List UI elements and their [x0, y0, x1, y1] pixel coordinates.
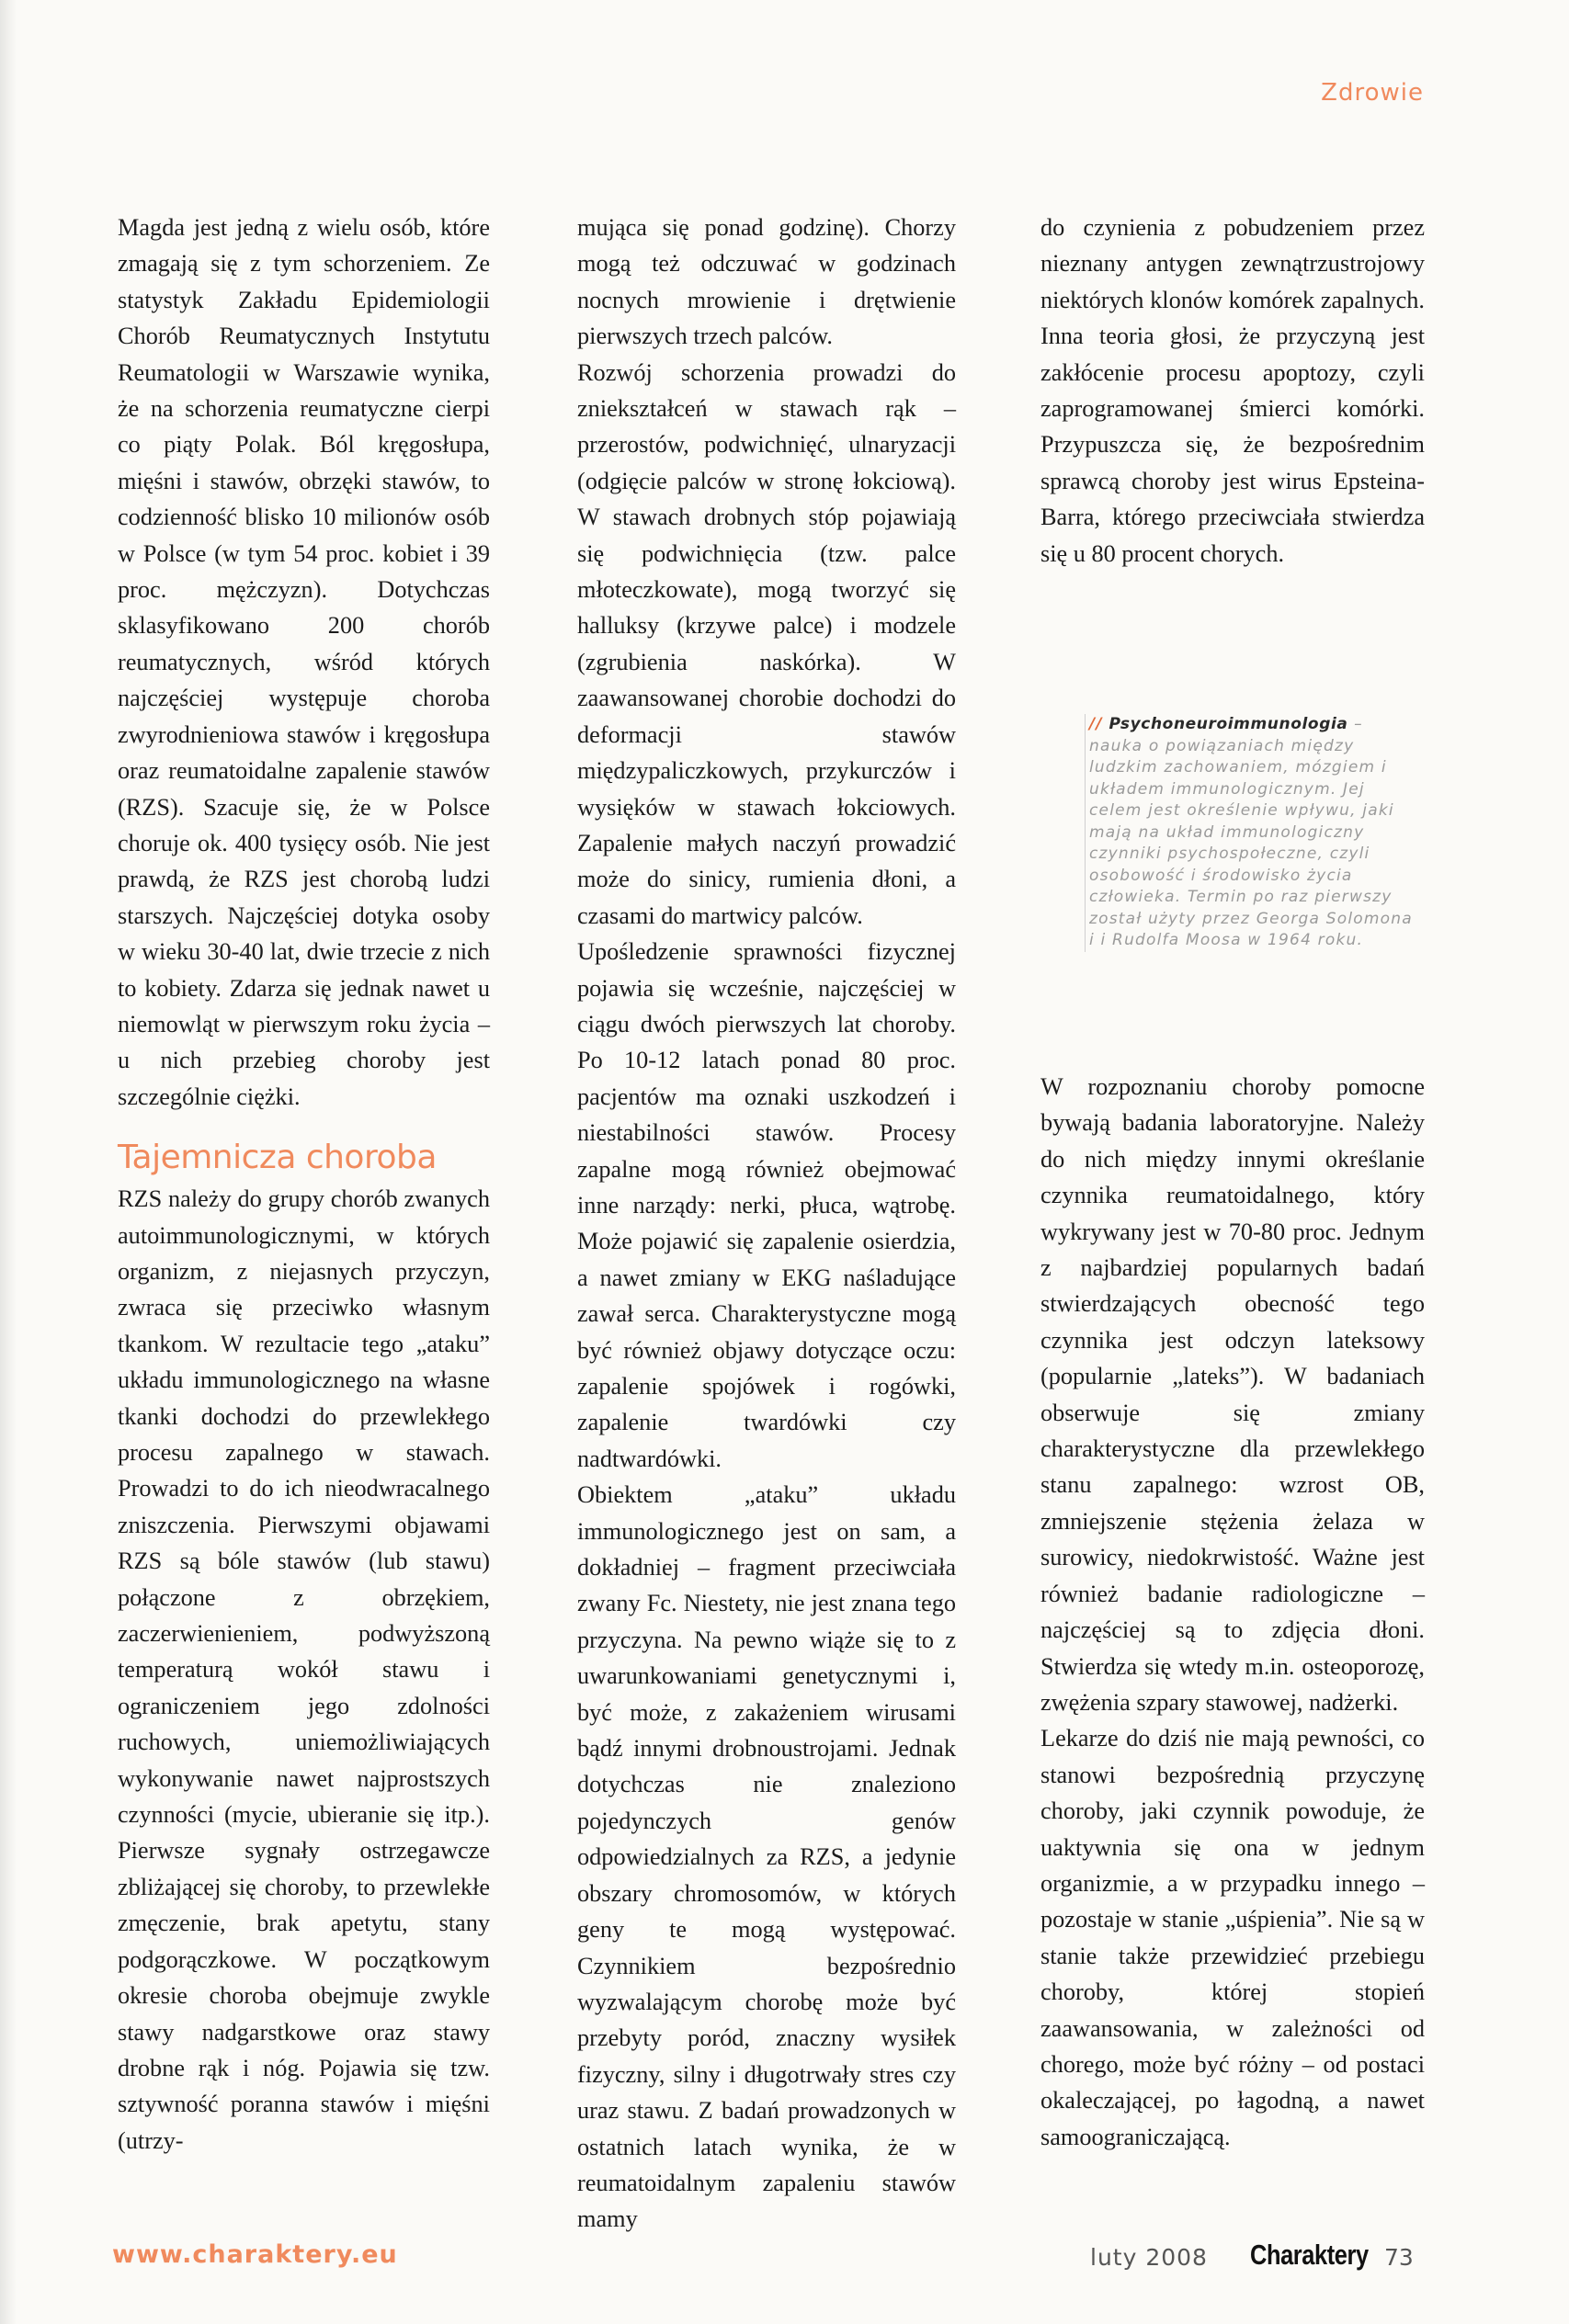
- paragraph: Rozwój schorzenia prowadzi do zniekształceń w stawach rąk – przerostów, podwichnięć, ulnaryzacji (odgięcie palców w stronę łokciową). W stawach drobnych stóp pojawiają się podwichnięcia (tzw. palce młoteczkowate), mogą tworzyć się halluksy (krzywe palce) i modzele (zgrubienia naskórka). W zaawansowanej chorobie dochodzi do deformacji stawów międzypaliczkowych, przykurczów i wysięków w stawach łokciowych. Zapalenie małych naczyń prowadzić może do sinicy, rumienia dłoni, a czasami do martwicy palców.: [577, 358, 956, 929]
- page-number: 73: [1384, 2244, 1414, 2271]
- footer-url[interactable]: www.charaktery.eu: [112, 2240, 398, 2269]
- paragraph: Lekarze do dziś nie mają pewności, co stanowi bezpośrednią przyczynę choroby, jaki czynnik powoduje, że uaktywnia się ona w jednym organizmie, a w przypadku innego – pozostaje w stanie „uśpienia”. Nie są w stanie także przewidzieć przebiegu choroby, której stopień zaawansowania, w zależności od chorego, może być różny – od postaci okaleczającej, po łagodną, a nawet samoograniczającą.: [1040, 1725, 1425, 2150]
- article-column-3-continued: [1040, 1069, 1425, 2155]
- footer-brand-logo: Charaktery: [1250, 2239, 1369, 2271]
- sidebar-definition: – nauka o powiązaniach między ludzkim zachowaniem, mózgiem i układem immunologicznym. Jej celem jest określenie wpływu, jaki mają na układ immunologiczny czynniki psychospołeczne, czyli osobowość i środowisko życia człowieka. Termin po raz pierwszy został użyty przez Georga Solomona i i Rudolfa Moosa w 1964 roku.: [1089, 715, 1413, 949]
- section-label: Zdrowie: [1321, 79, 1424, 107]
- glossary-sidebar: [1085, 714, 1420, 952]
- paragraph: Magda jest jedną z wielu osób, które zmagają się z tym schorzeniem. Ze statystyk Zakładu Epidemiologii Chorób Reumatycznych Instytutu Reumatologii w Warszawie wynika, że na schorzenia reumatyczne cierpi co piąty Polak. Ból kręgosłupa, mięśni i stawów, obrzęki stawów, to codzienność blisko 10 milionów osób w Polsce (w tym 54 proc. kobiet i 39 proc. mężczyzn). Dotychczas sklasyfikowano 200 chorób reumatycznych, wśród których najczęściej występuje choroba zwyrodnieniowa stawów i kręgosłupa oraz reumatoidalne zapalenie stawów (RZS). Szacuje się, że w Polsce choruje ok. 400 tysięcy osób. Nie jest prawdą, że RZS jest chorobą ludzi starszych. Najczęściej dotyka osoby w wieku 30-40 lat, dwie trzecie z nich to kobiety. Zdarza się jednak nawet u niemowląt w pierwszym roku życia – u nich przebieg choroby jest szczególnie ciężki.: [118, 214, 490, 1110]
- article-column-3: [1040, 210, 1425, 572]
- sidebar-term: Psychoneuroimmunologia: [1109, 715, 1348, 733]
- paragraph: RZS należy do grupy chorób zwanych autoimmunologicznymi, w których organizm, z niejasnych przyczyn, zwraca się przeciwko własnym tkankom. W rezultacie tego „ataku” układu immunologicznego na własne tkanki dochodzi do przewlekłego procesu zapalnego w stawach. Prowadzi to do ich nieodwracalnego zniszczenia. Pierwszymi objawami RZS są bóle stawów (lub stawu) połączone z obrzękiem, zaczerwienieniem, podwyższoną temperaturą wokół stawu i ograniczeniem jego zdolności ruchowych, uniemożliwiających wykonywanie nawet najprostszych czynności (mycie, ubieranie się itp.). Pierwsze sygnały ostrzegawcze zbliżającej się choroby, to przewlekłe zmęczenie, brak apetytu, stany podgorączkowe. W początkowym okresie choroba obejmuje zwykle stawy nadgarstkowe oraz stawy drobne rąk i nóg. Pojawia się tzw. sztywność poranna stawów i mięśni (utrzy-: [118, 1185, 490, 2154]
- paragraph: Obiektem „ataku” układu immunologicznego jest on sam, a dokładniej – fragment przeciwciała zwany Fc. Niestety, nie jest znana tego przyczyna. Na pewno wiąże się to z uwarunkowaniami genetycznymi i, być może, z zakażeniem wirusami bądź innymi drobnoustrojami. Jednak dotychczas nie znaleziono pojedynczych genów odpowiedzialnych za RZS, a jedynie obszary chromosomów, w których geny te mogą występować. Czynnikiem bezpośrednio wyzwalającym chorobę może być przebyty poród, znaczny wysiłek fizyczny, silny i długotrwały stres czy uraz stawu. Z badań prowadzonych w ostatnich latach wynika, że w reumatoidalnym zapaleniu stawów mamy: [577, 1481, 956, 2233]
- paragraph: W rozpoznaniu choroby pomocne bywają badania laboratoryjne. Należy do nich między innymi określanie czynnika reumatoidalnego, który wykrywany jest w 70-80 proc. Jednym z najbardziej popularnych badań stwierdzających obecność tego czynnika jest odczyn lateksowy (popularnie „lateks”). W badaniach obserwuje się zmiany charakterystyczne dla przewlekłego stanu zapalnego: wzrost OB, zmniejszenie stężenia żelaza w surowicy, niedokrwistość. Ważne jest również badanie radiologiczne – najczęściej są to zdjęcia dłoni. Stwierdza się wtedy m.in. osteoporozę, zwężenia szpary stawowej, nadżerki.: [1040, 1073, 1425, 1716]
- paragraph: Upośledzenie sprawności fizycznej pojawia się wcześnie, najczęściej w ciągu dwóch pierwszych lat choroby. Po 10-12 latach ponad 80 proc. pacjentów ma oznaki uszkodzeń i niestabilności stawów. Procesy zapalne mogą również obejmować inne narządy: nerki, płuca, wątrobę. Może pojawić się zapalenie osierdzia, a nawet zmiany w EKG naśladujące zawał serca. Charakterystyczne mogą być również objawy dotyczące oczu: zapalenie spojówek i rogówki, zapalenie twardówki czy nadtwardówki.: [577, 938, 956, 1472]
- sidebar-mark: //: [1089, 715, 1103, 733]
- page-gutter-shadow: [0, 0, 17, 2324]
- article-column-2: [577, 210, 956, 2238]
- paragraph: do czynienia z pobudzeniem przez nieznany antygen zewnątrzustrojowy niektórych klonów komórek zapalnych. Inna teoria głosi, że przyczyną jest zakłócenie procesu apoptozy, czyli zaprogramowanej śmierci komórki. Przypuszcza się, że bezpośrednim sprawcą choroby jest wirus Epsteina-Barra, którego przeciwciała stwierdza się u 80 procent chorych.: [1040, 214, 1425, 567]
- paragraph: mująca się ponad godzinę). Chorzy mogą też odczuwać w godzinach nocnych mrowienie i drętwienie pierwszych trzech palców.: [577, 214, 956, 350]
- footer-date: luty 2008: [1090, 2244, 1208, 2271]
- article-column-1: [118, 210, 490, 2159]
- subheading: Tajemnicza choroba: [118, 1139, 437, 1177]
